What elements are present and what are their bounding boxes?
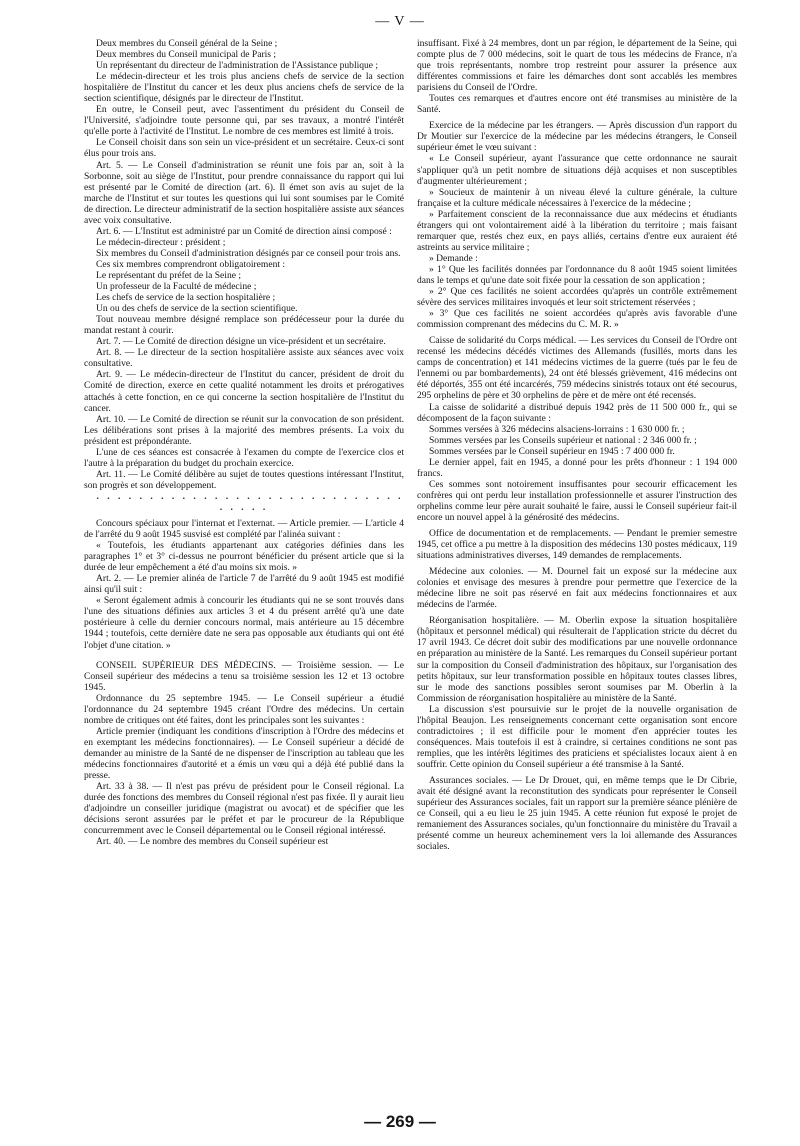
paragraph: Un professeur de la Faculté de médecine ;	[96, 281, 257, 293]
paragraph: Sommes versées à 326 médecins alsaciens-lorrains : 1 630 000 fr. ;	[429, 423, 685, 435]
paragraph: Art. 9. — Le médecin-directeur de l'Institut du cancer, président de droit du Comité de direction, exerce en cette qualité notamment les droits et prérogatives attachés à cette fonction, en ce qui concerne la section hospitalière de l'Institut du cancer.	[84, 369, 404, 414]
section-separator: . . . . . . . . . . . . . . . . . . . . . . . . . . . . . . . . . .	[96, 490, 404, 513]
paragraph: » 2° Que ces facilités ne soient accordées qu'après un contrôle extrêmement sévère des services militaires invoqués et leur soit strictement réservées ;	[417, 286, 737, 309]
paragraph: Le dernier appel, fait en 1945, a donné pour les prêts d'honneur : 1 194 000 francs.	[417, 456, 737, 479]
paragraph: Les chefs de service de la section hospitalière ;	[96, 292, 276, 304]
paragraph: Sommes versées par les Conseils supérieur et national : 2 346 000 fr. ;	[429, 434, 697, 446]
paragraph: Art. 10. — Le Comité de direction se réunit sur la convocation de son président. Les délibérations sont prises à la majorité des membres présents. La voix du président est prépondérante.	[84, 413, 404, 447]
paragraph: Art. 6. — L'Institut est administré par un Comité de direction ainsi composé :	[96, 225, 392, 237]
paragraph: Caisse de solidarité du Corps médical. — Les services du Conseil de l'Ordre ont recensé les médecins décédés victimes des Allemands (fusillés, morts dans les camps de concentration) et 141 médecins victimes de la guerre (tués par le feu de l'ennemi ou par bombardements), 24 ont été blessés grièvement, 416 médecins ont été déportés, 355 ont été incarcérés, 759 médecins sinistrés totaux ont été secourus, 295 orphelins de père et 30 orphelins de père et de mère ont été recensés.	[417, 335, 737, 402]
paragraph: La caisse de solidarité a distribué depuis 1942 près de 11 500 000 fr., qui se décomposent de la façon suivante :	[417, 401, 737, 424]
paragraph: Exercice de la médecine par les étrangers. — Après discussion d'un rapport du Dr Moutier sur l'exercice de la médecine par les médecins étrangers, le Conseil supérieur émet le vœu suivant :	[417, 120, 737, 154]
paragraph: Art. 5. — Le Conseil d'administration se réunit une fois par an, soit à la Sorbonne, soit au siège de l'Institut, pour prendre connaissance du rapport qui lui est présenté par le Comité de direction (art. 6). Il émet son avis au sujet de la marche de l'Institut et sur toutes les questions qui lui sont soumises par le Comité de direction. Le directeur administratif de la section hospitalière assiste aux séances avec voix consultative.	[84, 159, 404, 226]
paragraph: Réorganisation hospitalière. — M. Oberlin expose la situation hospitalière (hôpitaux et personnel médical) qui résulterait de l'application stricte du décret du 17 avril 1943. Ce décret doit subir des modifications par une nouvelle ordonnance en préparation au ministère de la Santé. Les remarques du Conseil supérieur portant sur la composition du Conseil d'administration des hôpitaux, sur l'organisation des petits hôpitaux, sur leur transformation possible en hôpitaux toutes classes libres, sur le mode des sanctions possibles seront soumises par M. Oberlin à la Commission de réorganisation hospitalière au ministère de la Santé.	[417, 615, 737, 704]
page-header: — V —	[375, 14, 425, 29]
paragraph: Six membres du Conseil d'administration désignés par ce conseil pour trois ans.	[96, 247, 401, 259]
paragraph: Un représentant du directeur de l'administration de l'Assistance publique ;	[96, 60, 379, 72]
paragraph: Le médecin-directeur et les trois plus anciens chefs de service de la section hospitalière de l'Institut du cancer et les deux plus anciens chefs de service de la section scientifique, désignés par le directeur de l'Institut.	[84, 71, 404, 105]
right-column	[417, 38, 737, 1110]
paragraph: En outre, le Conseil peut, avec l'assentiment du président du Conseil de l'Université, s'adjoindre toute personne qui, par ses travaux, a montré l'intérêt qu'elle porte à l'activité de l'Institut. Le nombre de ces membres est limité à trois.	[84, 104, 404, 138]
paragraph: Art. 2. — Le premier alinéa de l'article 7 de l'arrêté du 9 août 1945 est modifié ainsi qu'il suit :	[84, 573, 404, 596]
paragraph: Ces six membres comprendront obligatoirement :	[96, 258, 286, 270]
paragraph: La discussion s'est poursuivie sur le projet de la nouvelle organisation de l'hôpital Beaujon. Les renseignements concernant cette organisation sont encore contradictoires ; il est difficile pour le moment d'en apprécier toutes les conséquences. Mais toutefois il est à craindre, si certaines conditions ne sont pas remplies, que les intérêts légitimes des praticiens et spécialistes locaux aient à en souffrir. Cette opinion du Conseil supérieur a été transmise à la Santé.	[417, 703, 737, 770]
paragraph: Le médecin-directeur : président ;	[96, 236, 226, 248]
paragraph: » 3° Que ces facilités ne soient accordées qu'après avis favorable d'une commission comprenant des médecins du C. M. R. »	[417, 308, 737, 331]
paragraph: Le Conseil choisit dans son sein un vice-président et un secrétaire. Ceux-ci sont élus pour trois ans.	[84, 137, 404, 160]
paragraph: » Parfaitement conscient de la reconnaissance due aux médecins et étudiants étrangers qui ont volontairement aidé à la libération du territoire ; mais faisant remarquer que, restés chez eux, en pays alliés, certains d'entre eux auraient été astreints au service militaire ;	[417, 208, 737, 253]
paragraph: Deux membres du Conseil municipal de Paris ;	[96, 49, 277, 61]
paragraph: Concours spéciaux pour l'internat et l'externat. — Article premier. — L'article 4 de l'arrêté du 9 août 1945 susvisé est complété par l'alinéa suivant :	[84, 518, 404, 541]
paragraph: Art. 8. — Le directeur de la section hospitalière assiste aux séances avec voix consultative.	[84, 347, 404, 370]
paragraph: Art. 40. — Le nombre des membres du Conseil supérieur est	[96, 836, 329, 848]
paragraph: Art. 33 à 38. — Il n'est pas prévu de président pour le Conseil régional. La durée des fonctions des membres du Conseil régional n'est pas fixée. Il y aurait lieu d'adjoindre un conseiller juridique (magistrat ou avocat) et de spécifier que les décisions seront assurées par le préfet et par le procureur de la République concurremment avec le Conseil départemental ou le Conseil régional intéressé.	[84, 781, 404, 837]
paragraph: Office de documentation et de remplacements. — Pendant le premier semestre 1945, cet office a pu mettre à la disposition des médecins 130 postes médicaux, 119 situations administratives diverses, 149 demandes de remplacements.	[417, 528, 737, 562]
paragraph: « Toutefois, les étudiants appartenant aux catégories définies dans les paragraphes 1° et 3° ci-dessus ne pourront bénéficier du présent article que si la durée de leur empêchement a été d'au moins six mois. »	[84, 540, 404, 574]
paragraph: L'une de ces séances est consacrée à l'examen du compte de l'exercice clos et l'autre à la préparation du budget du prochain exercice.	[84, 446, 404, 469]
paragraph: Assurances sociales. — Le Dr Drouet, qui, en même temps que le Dr Cibrie, avait été désigné avant la reconstitution des syndicats pour représenter le Conseil supérieur des Assurances sociales, fait un rapport sur la première séance plénière de ce Conseil, qui a eu lieu le 25 juin 1945. A cette réunion fut exposé le projet de remaniement des Assurances sociales, qu'un fonctionnaire du ministère du Travail a présenté comme un heureux acheminement vers la loi allemande des Assurances sociales.	[417, 775, 737, 853]
paragraph: CONSEIL SUPÉRIEUR DES MÉDECINS. — Troisième session. — Le Conseil supérieur des médecins a tenu sa troisième session les 12 et 13 octobre 1945.	[84, 659, 404, 693]
paragraph: Sommes versées par le Conseil supérieur en 1945 : 7 400 000 fr.	[429, 445, 675, 457]
page-number: — 269 —	[364, 1112, 436, 1131]
paragraph: Art. 7. — Le Comité de direction désigne un vice-président et un secrétaire.	[96, 336, 386, 348]
paragraph: Un ou des chefs de service de la section scientifique.	[96, 303, 298, 315]
paragraph: Le représentant du préfet de la Seine ;	[96, 269, 241, 281]
paragraph: « Le Conseil supérieur, ayant l'assurance que cette ordonnance ne saurait s'appliquer qu'à un petit nombre de situations déjà acquises et non susceptibles d'augmenter ultérieurement ;	[417, 153, 737, 187]
paragraph: » 1° Que les facilités données par l'ordonnance du 8 août 1945 soient limitées dans le temps et qu'une date soit fixée pour la cessation de son application ;	[417, 263, 737, 286]
paragraph: Ces sommes sont notoirement insuffisantes pour secourir efficacement les confrères qui ont perdu leur installation professionnelle et assurer l'instruction des orphelins comme leur père aurait souhaité le faire, aussi le Conseil supérieur fait-il encore un nouvel appel à la générosité des médecins.	[417, 478, 737, 523]
paragraph: » Demande :	[429, 252, 478, 264]
paragraph: Ordonnance du 25 septembre 1945. — Le Conseil supérieur a étudié l'ordonnance du 24 septembre 1945 créant l'Ordre des médecins. Un certain nombre de critiques ont été faites, dont les principales sont les suivantes :	[84, 692, 404, 726]
paragraph: « Seront également admis à concourir les étudiants qui ne se sont trouvés dans l'une des situations définies aux articles 3 et 4 du présent arrêté qu'à une date postérieure à celle du dernier concours normal, mais antérieure au 15 décembre 1944 ; toutefois, cette dernière date ne sera pas opposable aux étudiants qui ont été l'objet d'une citation. »	[84, 595, 404, 651]
paragraph: Médecine aux colonies. — M. Dournel fait un exposé sur la médecine aux colonies et envisage des mesures à prendre pour permettre que l'exercice de la médecine libre ne soit pas réservé en fait aux médecins fonctionnaires et aux médecins de l'armée.	[417, 566, 737, 611]
paragraph: insuffisant. Fixé à 24 membres, dont un par région, le département de la Seine, qui compte plus de 7 000 médecins, soit le quart de tous les médecins de France, n'a que trois représentants, nombre trop restreint pour assurer la présence aux différentes commissions et faire les démarches dont sont accablés les membres parisiens du Conseil de l'Ordre.	[417, 38, 737, 94]
paragraph: Deux membres du Conseil général de la Seine ;	[96, 38, 278, 49]
left-column	[84, 38, 404, 1110]
paragraph: Tout nouveau membre désigné remplace son prédécesseur pour la durée du mandat restant à courir.	[84, 314, 404, 337]
paragraph: » Soucieux de maintenir à un niveau élevé la culture générale, la culture française et la culture médicale nécessaires à l'exercice de la médecine ;	[417, 186, 737, 209]
paragraph: Art. 11. — Le Comité délibère au sujet de toutes questions intéressant l'Institut, son progrès et son développement.	[84, 468, 404, 491]
paragraph: Toutes ces remarques et d'autres encore ont été transmises au ministère de la Santé.	[417, 93, 737, 116]
paragraph: Article premier (indiquant les conditions d'inscription à l'Ordre des médecins et en exemptant les médecins fonctionnaires). — Le Conseil supérieur a décidé de demander au ministre de la Santé de ne dispenser de l'inscription au tableau que les médecins fonctionnaires d'autorité et a émis un vœu qui a déjà été publié dans la presse.	[84, 725, 404, 782]
